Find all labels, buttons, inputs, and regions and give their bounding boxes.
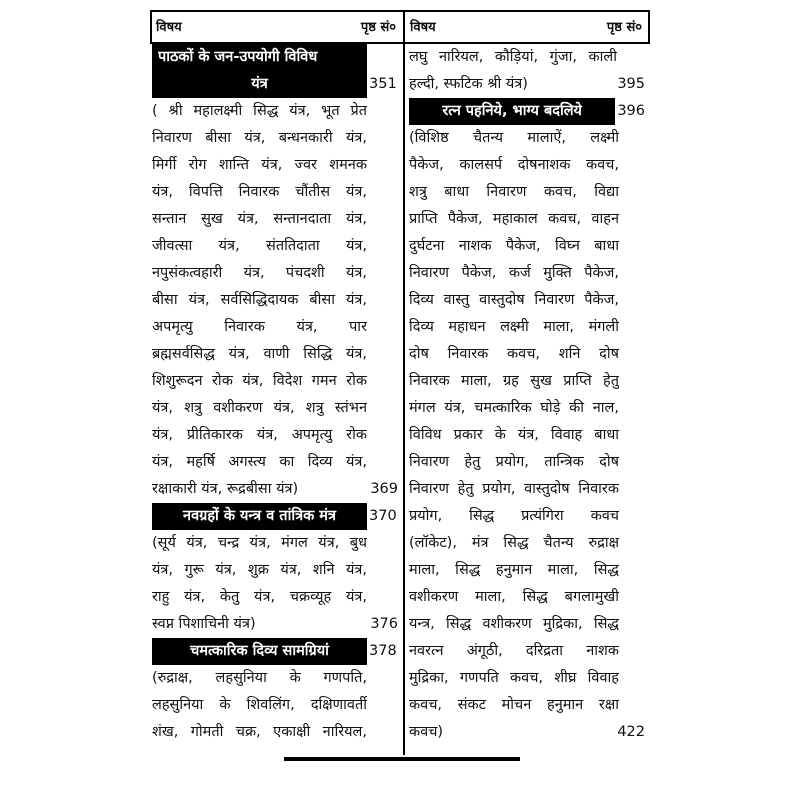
list-item: (सूर्य यंत्र, चन्द्र यंत्र, मंगल यंत्र, बुध (152, 535, 367, 551)
section-1-last-line (152, 476, 398, 503)
list-item: मिर्गी रोग शान्ति यंत्र, ज्वर शमनक (152, 157, 367, 173)
list-item: (रुद्राक्ष, लहसुनिया के गणपति, (152, 670, 367, 686)
list-item: यंत्र, विपत्ति निवारक चौंतीस यंत्र, (152, 184, 367, 200)
list-item: मुद्रिका, गणपति कवच, शीघ्र विवाह (409, 670, 619, 686)
list-item: यंत्र, प्रीतिकारक यंत्र, अपमृत्यु रोक (152, 427, 367, 443)
section-2-last-line (152, 611, 398, 638)
list-item: कवच) (409, 724, 444, 740)
list-item: हल्दी, स्फटिक श्री यंत्र) (409, 76, 528, 92)
list-item: यंत्र, शत्रु वशीकरण यंत्र, शत्रु स्तंभन (152, 400, 367, 416)
right-column (409, 44, 645, 746)
list-item: निवारक माला, ग्रह सुख प्राप्ति हेतु (409, 373, 619, 389)
section-heading-3-block: चमत्कारिक दिव्य सामग्रियां (152, 638, 367, 665)
list-item: अपमृत्यु निवारक यंत्र, पार (152, 319, 367, 335)
list-item: माला, सिद्ध हनुमान माला, सिद्ध (409, 562, 619, 578)
list-item: राहु यंत्र, केतु यंत्र, चक्रव्यूह यंत्र, (152, 589, 367, 605)
list-item: निवारण हेतु प्रयोग, वास्तुदोष निवारक (409, 481, 619, 497)
list-item: नवरत्न अंगूठी, दरिद्रता नाशक (409, 643, 619, 659)
section-2-items (152, 530, 367, 611)
section-heading-3 (152, 638, 398, 665)
section-1-end-page: 369 (370, 481, 398, 497)
list-item: विविध प्रकार के यंत्र, विवाह बाधा (409, 427, 619, 443)
left-header-title: विषय (156, 20, 182, 35)
list-item: निवारण पैकेज, कर्ज मुक्ति पैकेज, (409, 265, 619, 281)
right-header-title: विषय (410, 20, 436, 35)
section-heading-1 (152, 44, 398, 98)
section-4-end-page: 422 (617, 724, 645, 740)
right-header-page-label: पृष्ठ सं० (606, 20, 642, 35)
right-border (648, 10, 650, 44)
list-item: सन्तान सुख यंत्र, सन्तानदाता यंत्र, (152, 211, 367, 227)
left-column (152, 44, 398, 746)
list-item: नपुसंकत्वहारी यंत्र, पंचदशी यंत्र, (152, 265, 367, 281)
index-page (150, 10, 650, 755)
left-border (150, 10, 152, 44)
list-item: दोष निवारक कवच, शनि दोष (409, 346, 619, 362)
list-item: (विशिष्ठ चैतन्य मालाऐं, लक्ष्मी (409, 130, 619, 146)
list-item: शत्रु बाधा निवारण कवच, विद्या (409, 184, 619, 200)
section-4-last-line (409, 719, 645, 746)
list-item: दुर्घटना नाशक पैकेज, विघ्न बाधा (409, 238, 619, 254)
list-item: यंत्र, गुरू यंत्र, शुक्र यंत्र, शनि यंत्र, (152, 562, 367, 578)
list-item: प्रयोग, सिद्ध प्रत्यंगिरा कवच (409, 508, 619, 524)
list-item: निवारण हेतु प्रयोग, तान्त्रिक दोष (409, 454, 619, 470)
list-item: प्राप्ति पैकेज, महाकाल कवच, वाहन (409, 211, 619, 227)
list-item: दिव्य वास्तु वास्तुदोष निवारण पैकेज, (409, 292, 619, 308)
list-item: जीवत्सा यंत्र, संततिदाता यंत्र, (152, 238, 367, 254)
section-2-page: 370 (369, 508, 397, 524)
list-item: पैकेज, कालसर्प दोषनाशक कवच, (409, 157, 619, 173)
section-heading-1-line2: यंत्र (251, 76, 268, 92)
list-item: यन्त्र, सिद्ध वशीकरण मुद्रिका, सिद्ध (409, 616, 619, 632)
section-2-end-page: 376 (370, 616, 398, 632)
right-header (410, 12, 642, 40)
list-item: कवच, संकट मोचन हनुमान रक्षा (409, 697, 619, 713)
list-item: (लॉकेट), मंत्र सिद्ध चैतन्य रुद्राक्ष (409, 535, 619, 551)
section-heading-1-block (152, 44, 367, 98)
section-heading-2 (152, 503, 398, 530)
list-item: बीसा यंत्र, सर्वसिद्धिदायक बीसा यंत्र, (152, 292, 367, 308)
section-heading-4-block: रत्न पहनिये, भाग्य बदलिये (409, 98, 615, 125)
continued-items (409, 44, 617, 71)
continued-last-line (409, 71, 645, 98)
section-heading-2-block: नवग्रहों के यन्त्र व तांत्रिक मंत्र (152, 503, 367, 530)
list-item: दिव्य महाधन लक्ष्मी माला, मंगली (409, 319, 619, 335)
list-item: ( श्री महालक्ष्मी सिद्ध यंत्र, भूत प्रेत (152, 103, 367, 119)
list-item: शिशुरूदन रोक यंत्र, विदेश गमन रोक (152, 373, 367, 389)
list-item: स्वप्न पिशाचिनी यंत्र) (152, 616, 256, 632)
section-3-items (152, 665, 367, 746)
list-item: रक्षाकारी यंत्र, रूद्रबीसा यंत्र) (152, 481, 299, 497)
section-4-items (409, 125, 619, 719)
list-item: यंत्र, महर्षि अगस्त्य का दिव्य यंत्र, (152, 454, 367, 470)
list-item: शंख, गोमती चक्र, एकाक्षी नारियल, (152, 724, 367, 740)
column-divider (403, 10, 405, 755)
section-1-items (152, 98, 367, 476)
left-header-page-label: पृष्ठ सं० (360, 20, 396, 35)
section-heading-1-line1: पाठकों के जन-उपयोगी विविध (158, 49, 318, 65)
list-item: मंगल यंत्र, चमत्कारिक घोड़े की नाल, (409, 400, 619, 416)
section-4-page: 396 (617, 103, 645, 119)
list-item: लहसुनिया के शिवलिंग, दक्षिणावर्ती (152, 697, 367, 713)
list-item: निवारण बीसा यंत्र, बन्धनकारी यंत्र, (152, 130, 367, 146)
list-item: वशीकरण माला, सिद्ध बगलामुखी (409, 589, 619, 605)
section-1-page: 351 (369, 76, 397, 92)
list-item: ब्रह्मसर्वसिद्ध यंत्र, वाणी सिद्धि यंत्र, (152, 346, 367, 362)
section-3-page: 378 (369, 643, 397, 659)
left-header (156, 12, 396, 40)
bottom-rule (284, 757, 520, 761)
list-item: लघु नारियल, कौड़ियां, गुंजा, काली (409, 49, 617, 65)
section-heading-4 (409, 98, 645, 125)
continued-end-page: 395 (617, 76, 645, 92)
